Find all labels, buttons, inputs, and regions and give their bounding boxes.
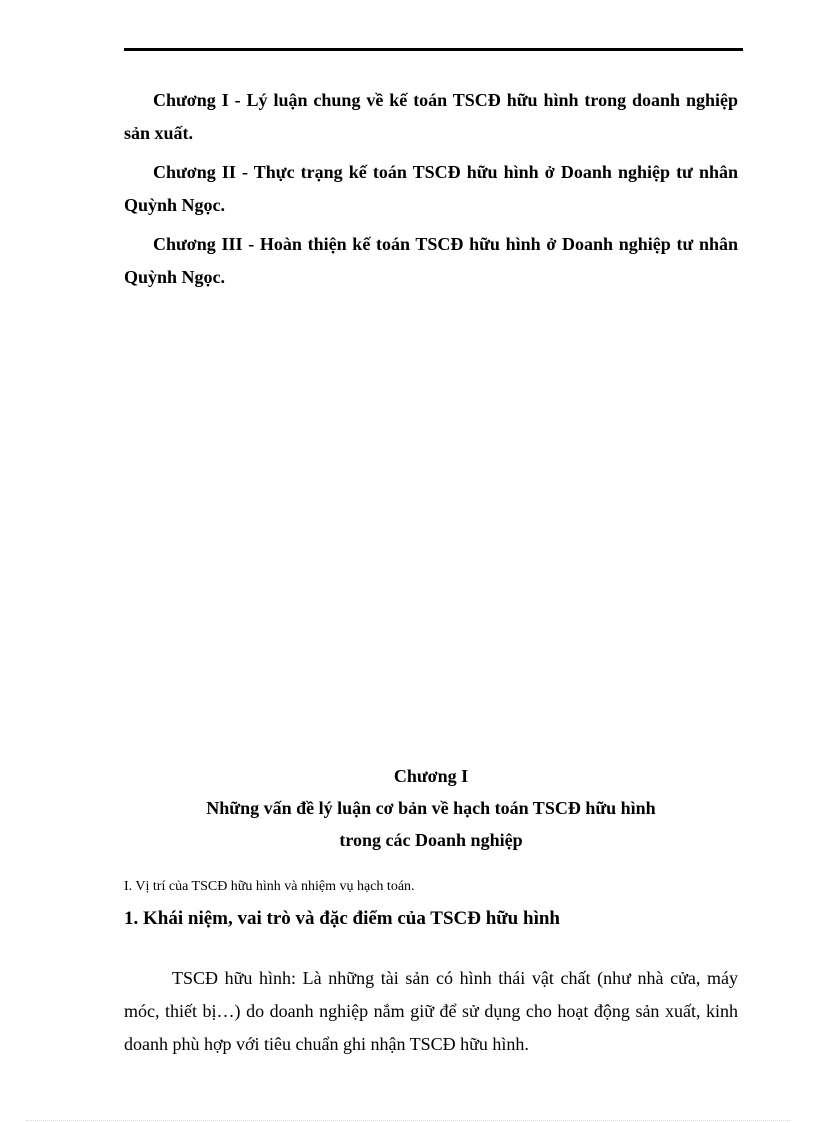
chapter-item-1: Chương I - Lý luận chung về kế toán TSCĐ hữu hình trong doanh nghiệp sản xuất. bbox=[124, 90, 738, 143]
chapter-label: Chương I bbox=[393, 766, 469, 786]
bottom-rule bbox=[26, 1120, 790, 1121]
chapter-list bbox=[124, 84, 738, 300]
subsection-title: 1. Khái niệm, vai trò và đặc điểm của TSCĐ hữu hình bbox=[124, 908, 560, 929]
chapter-heading bbox=[124, 760, 738, 856]
body-paragraph: TSCĐ hữu hình: Là những tài sản có hình thái vật chất (như nhà cửa, máy móc, thiết bị…) do doanh nghiệp nắm giữ để sử dụng cho hoạt động sản xuất, kinh doanh phù hợp với tiêu chuẩn ghi nhận TSCĐ hữu hình. bbox=[124, 968, 738, 1054]
section-title: I. Vị trí của TSCĐ hữu hình và nhiệm vụ hạch toán. bbox=[124, 879, 415, 894]
chapter-item-2: Chương II - Thực trạng kế toán TSCĐ hữu hình ở Doanh nghiệp tư nhân Quỳnh Ngọc. bbox=[124, 162, 738, 215]
chapter-title: Những vấn đề lý luận cơ bản về hạch toán TSCĐ hữu hình trong các Doanh nghiệp bbox=[206, 798, 656, 850]
chapter-item-3: Chương III - Hoàn thiện kế toán TSCĐ hữu hình ở Doanh nghiệp tư nhân Quỳnh Ngọc. bbox=[124, 234, 738, 287]
top-rule bbox=[124, 48, 743, 51]
